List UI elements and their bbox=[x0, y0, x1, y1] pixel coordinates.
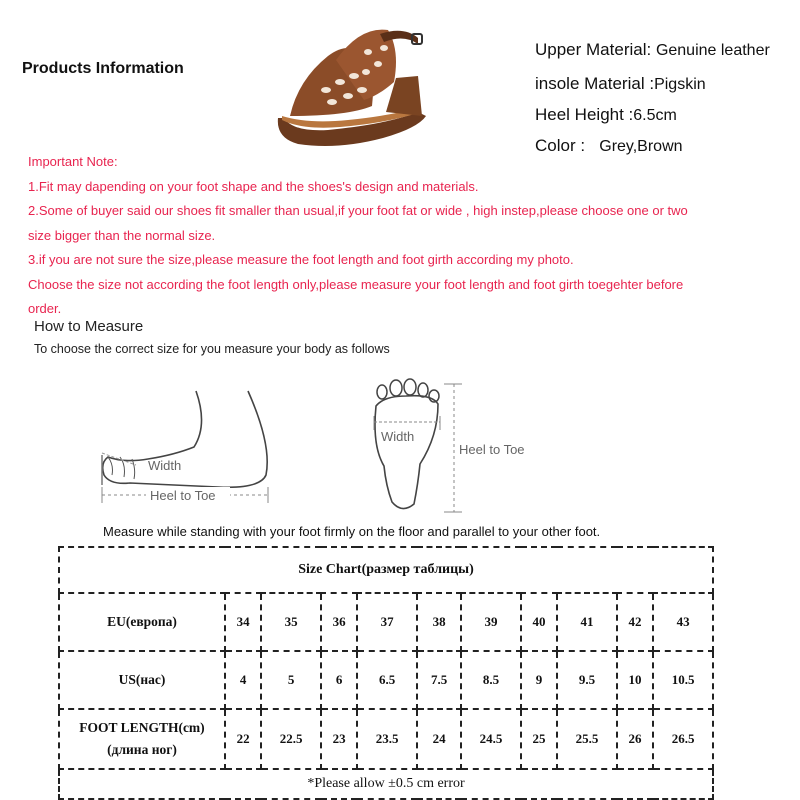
foot-length-cell: 24.5 bbox=[461, 709, 521, 769]
sole-width-label: Width bbox=[381, 429, 415, 444]
us-size-cell: 4 bbox=[225, 651, 261, 709]
eu-size-cell: 35 bbox=[261, 593, 321, 651]
products-info-title: Products Information bbox=[22, 60, 184, 77]
spec-value: 6.5cm bbox=[633, 107, 677, 124]
note-line: Choose the size not according the foot length only,please measure your foot length and foot girth toegehter before bbox=[28, 276, 684, 292]
us-size-cell: 10 bbox=[617, 651, 653, 709]
row-label-us: US(нас) bbox=[59, 651, 225, 709]
table-row-foot-length bbox=[59, 709, 713, 769]
eu-size-cell: 37 bbox=[357, 593, 417, 651]
note-line: 1.Fit may dapending on your foot shape and the shoes's design and materials. bbox=[28, 178, 479, 194]
spec-label: Heel Height : bbox=[535, 105, 634, 124]
spec-insole-material bbox=[535, 74, 706, 94]
side-width-label: Width bbox=[148, 458, 182, 473]
important-note bbox=[28, 150, 778, 322]
how-to-measure-title: How to Measure bbox=[34, 318, 144, 335]
foot-length-cell: 23 bbox=[321, 709, 357, 769]
note-line: 3.if you are not sure the size,please measure the foot length and foot girth according my photo. bbox=[28, 252, 574, 267]
spec-value: Pigskin bbox=[654, 76, 706, 93]
size-chart-title: Size Chart(размер таблицы) bbox=[59, 547, 713, 593]
foot-length-label: FOOT LENGTH(cm) bbox=[79, 720, 205, 735]
measure-instruction: Measure while standing with your foot firmly on the floor and parallel to your other foot. bbox=[103, 524, 601, 539]
spec-value: Grey,Brown bbox=[599, 138, 683, 155]
us-size-cell: 7.5 bbox=[417, 651, 461, 709]
eu-size-cell: 36 bbox=[321, 593, 357, 651]
eu-size-cell: 34 bbox=[225, 593, 261, 651]
us-size-cell: 8.5 bbox=[461, 651, 521, 709]
foot-length-label-ru: (длина ног) bbox=[107, 742, 177, 757]
sole-foot-diagram bbox=[366, 376, 556, 516]
eu-size-cell: 41 bbox=[557, 593, 617, 651]
side-heel-to-toe-label: Heel to Toe bbox=[150, 488, 216, 503]
spec-label: insole Material : bbox=[535, 74, 655, 93]
note-line: 2.Some of buyer said our shoes fit smaller than usual,if your foot fat or wide , high instep,please choose one or two bbox=[28, 203, 688, 218]
spec-label: Upper Material: bbox=[535, 40, 656, 59]
error-note: *Please allow ±0.5 cm error bbox=[59, 769, 713, 799]
us-size-cell: 6.5 bbox=[357, 651, 417, 709]
eu-size-cell: 43 bbox=[653, 593, 713, 651]
note-line: order. bbox=[28, 301, 62, 316]
side-foot-diagram bbox=[90, 385, 280, 515]
table-row-eu bbox=[59, 593, 713, 651]
eu-size-cell: 39 bbox=[461, 593, 521, 651]
note-line: size bigger than the normal size. bbox=[28, 227, 216, 243]
eu-size-cell: 42 bbox=[617, 593, 653, 651]
sole-heel-to-toe-label: Heel to Toe bbox=[459, 442, 525, 457]
sandal-product-image bbox=[268, 20, 438, 150]
us-size-cell: 6 bbox=[321, 651, 357, 709]
us-size-cell: 9 bbox=[521, 651, 557, 709]
foot-length-cell: 26 bbox=[617, 709, 653, 769]
foot-length-cell: 25 bbox=[521, 709, 557, 769]
note-heading: Important Note: bbox=[28, 154, 118, 169]
foot-length-cell: 23.5 bbox=[357, 709, 417, 769]
foot-length-cell: 24 bbox=[417, 709, 461, 769]
foot-length-cell: 25.5 bbox=[557, 709, 617, 769]
spec-label: Color : bbox=[535, 136, 590, 155]
foot-length-cell: 22.5 bbox=[261, 709, 321, 769]
us-size-cell: 10.5 bbox=[653, 651, 713, 709]
spec-heel-height bbox=[535, 105, 677, 125]
spec-upper-material bbox=[535, 40, 770, 60]
foot-length-cell: 26.5 bbox=[653, 709, 713, 769]
table-row-us bbox=[59, 651, 713, 709]
us-size-cell: 5 bbox=[261, 651, 321, 709]
spec-value: Genuine leather bbox=[655, 42, 770, 59]
how-to-measure-subtitle: To choose the correct size for you measure your body as follows bbox=[34, 342, 390, 356]
foot-length-cell: 22 bbox=[225, 709, 261, 769]
eu-size-cell: 38 bbox=[417, 593, 461, 651]
row-label-foot-length bbox=[59, 709, 225, 769]
eu-size-cell: 40 bbox=[521, 593, 557, 651]
size-chart-table bbox=[58, 546, 714, 800]
row-label-eu: EU(европа) bbox=[59, 593, 225, 651]
us-size-cell: 9.5 bbox=[557, 651, 617, 709]
